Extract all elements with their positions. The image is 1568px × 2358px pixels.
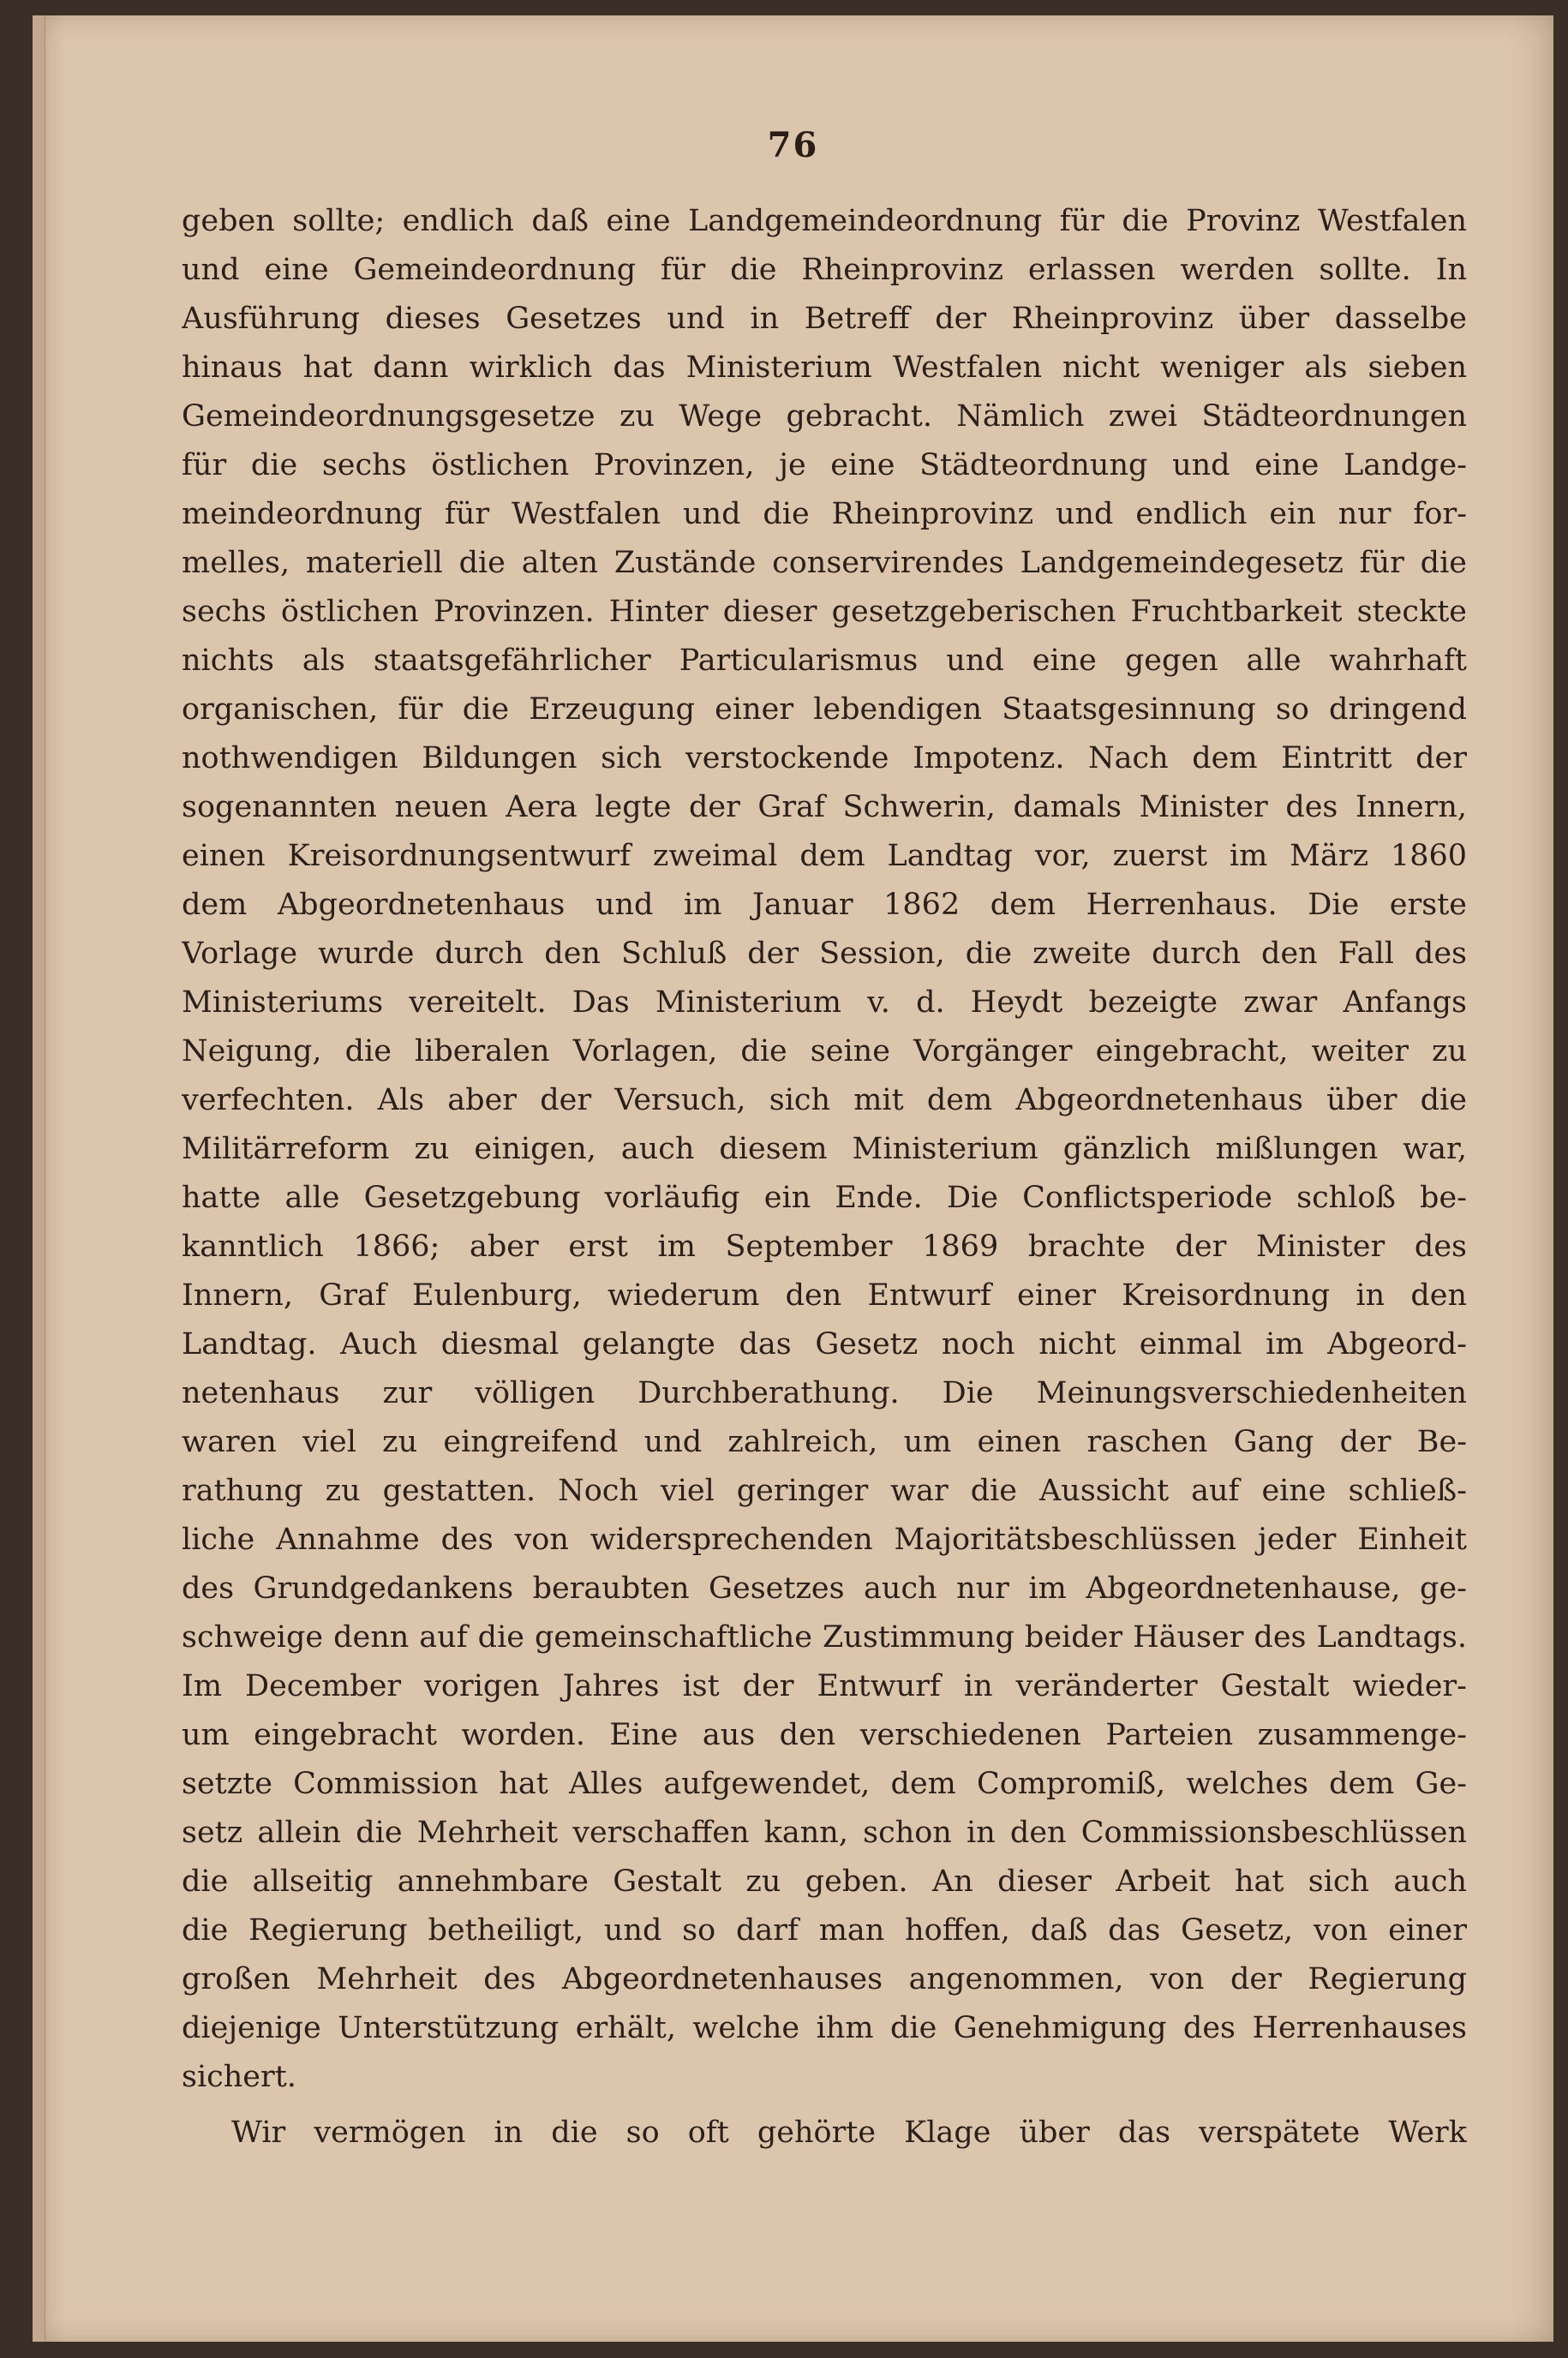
body-text xyxy=(182,197,1467,2158)
text-line: für die sechs östlichen Provinzen, je eine Städteordnung und eine Landge- xyxy=(182,448,1467,482)
paragraph-2 xyxy=(182,2109,1467,2158)
text-line: Wir vermögen in die so oft gehörte Klage über das verspätete Werk xyxy=(231,2116,1467,2150)
text-line: des Grundgedankens beraubten Gesetzes auch nur im Abgeordnetenhause, ge- xyxy=(182,1571,1467,1606)
text-line: die Regierung betheiligt, und so darf man hoffen, daß das Gesetz, von einer xyxy=(182,1913,1467,1948)
text-line: Landtag. Auch diesmal gelangte das Gesetz noch nicht einmal im Abgeord- xyxy=(182,1327,1467,1362)
text-line: verfechten. Als aber der Versuch, sich mit dem Abgeordnetenhaus über die xyxy=(182,1083,1467,1117)
text-line: liche Annahme des von widersprechenden Majoritätsbeschlüssen jeder Einheit xyxy=(182,1523,1467,1557)
text-line: Ausführung dieses Gesetzes und in Betreff der Rheinprovinz über dasselbe xyxy=(182,302,1467,336)
text-line: Innern, Graf Eulenburg, wiederum den Entwurf einer Kreisordnung in den xyxy=(182,1278,1467,1313)
text-line: sechs östlichen Provinzen. Hinter dieser gesetzgeberischen Fruchtbarkeit steckte xyxy=(182,595,1467,629)
text-line: meindeordnung für Westfalen und die Rheinprovinz und endlich ein nur for- xyxy=(182,497,1467,531)
text-line: Militärreform zu einigen, auch diesem Ministerium gänzlich mißlungen war, xyxy=(182,1132,1467,1166)
paragraph-gap xyxy=(182,2102,1467,2109)
text-line: netenhaus zur völligen Durchberathung. Die Meinungsverschiedenheiten xyxy=(182,1376,1467,1410)
text-line: rathung zu gestatten. Noch viel geringer war die Aussicht auf eine schließ- xyxy=(182,1474,1467,1508)
text-line: sogenannten neuen Aera legte der Graf Schwerin, damals Minister des Innern, xyxy=(182,790,1467,824)
text-line: Gemeindeordnungsgesetze zu Wege gebracht. Nämlich zwei Städteordnungen xyxy=(182,399,1467,434)
text-line: Neigung, die liberalen Vorlagen, die seine Vorgänger eingebracht, weiter zu xyxy=(182,1034,1467,1068)
text-line: geben sollte; endlich daß eine Landgemeindeordnung für die Provinz Westfalen xyxy=(182,204,1467,238)
text-line: die allseitig annehmbare Gestalt zu geben. An dieser Arbeit hat sich auch xyxy=(182,1864,1467,1899)
page-gutter-edge xyxy=(33,15,45,2342)
text-line: waren viel zu eingreifend und zahlreich, um einen raschen Gang der Be- xyxy=(182,1425,1467,1459)
text-line: um eingebracht worden. Eine aus den verschiedenen Parteien zusammenge- xyxy=(182,1718,1467,1752)
text-line: Vorlage wurde durch den Schluß der Session, die zweite durch den Fall des xyxy=(182,937,1467,971)
text-line: großen Mehrheit des Abgeordnetenhauses angenommen, von der Regierung xyxy=(182,1962,1467,1996)
paragraph-1 xyxy=(182,197,1467,2102)
text-line: setz allein die Mehrheit verschaffen kann, schon in den Commissionsbeschlüssen xyxy=(182,1816,1467,1850)
text-line: diejenige Unterstützung erhält, welche ihm die Genehmigung des Herrenhauses xyxy=(182,2011,1467,2045)
text-line: und eine Gemeindeordnung für die Rheinprovinz erlassen werden sollte. In xyxy=(182,253,1467,287)
text-line: hatte alle Gesetzgebung vorläufig ein Ende. Die Conflictsperiode schloß be- xyxy=(182,1181,1467,1215)
text-line: setzte Commission hat Alles aufgewendet, dem Compromiß, welches dem Ge- xyxy=(182,1767,1467,1801)
text-line: Im December vorigen Jahres ist der Entwurf in veränderter Gestalt wieder- xyxy=(182,1669,1467,1703)
text-line: melles, materiell die alten Zustände conservirendes Landgemeindegesetz für die xyxy=(182,546,1467,580)
page-number: 76 xyxy=(767,125,819,165)
text-line: schweige denn auf die gemeinschaftliche Zustimmung beider Häuser des Landtags. xyxy=(182,1620,1467,1655)
text-line: einen Kreisordnungsentwurf zweimal dem Landtag vor, zuerst im März 1860 xyxy=(182,839,1467,873)
book-page xyxy=(33,15,1553,2342)
text-line: hinaus hat dann wirklich das Ministerium Westfalen nicht weniger als sieben xyxy=(182,350,1467,385)
text-line: sichert. xyxy=(182,2060,296,2094)
text-line: dem Abgeordnetenhaus und im Januar 1862 dem Herrenhaus. Die erste xyxy=(182,888,1467,922)
text-line: kanntlich 1866; aber erst im September 1869 brachte der Minister des xyxy=(182,1230,1467,1264)
text-line: organischen, für die Erzeugung einer lebendigen Staatsgesinnung so dringend xyxy=(182,692,1467,727)
text-line: Ministeriums vereitelt. Das Ministerium v. d. Heydt bezeigte zwar Anfangs xyxy=(182,985,1467,1020)
text-line: nichts als staatsgefährlicher Particularismus und eine gegen alle wahrhaft xyxy=(182,643,1467,678)
text-line: nothwendigen Bildungen sich verstockende Impotenz. Nach dem Eintritt der xyxy=(182,741,1467,775)
